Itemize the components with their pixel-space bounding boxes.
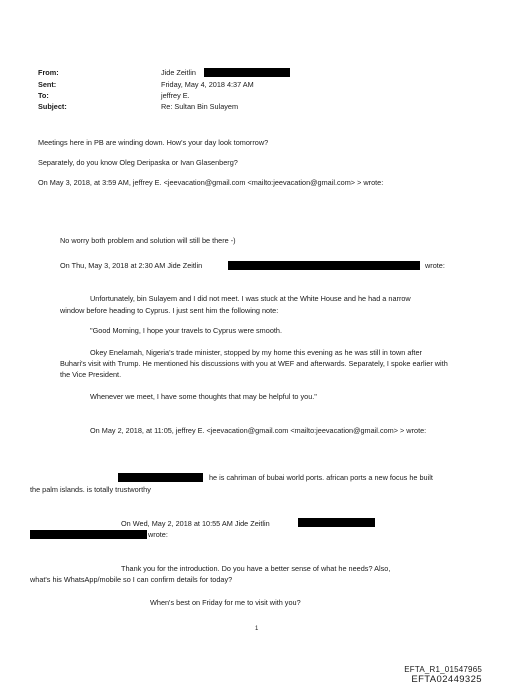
to-label: To: bbox=[38, 91, 49, 100]
quote-header: On May 3, 2018, at 3:59 AM, jeffrey E. <jeevacation@gmail.com <mailto:jeevacation@gmail.com> > wrote: bbox=[38, 178, 384, 187]
body-line: Meetings here in PB are winding down. How's your day look tomorrow? bbox=[38, 138, 269, 147]
quote-header-wrote: wrote: bbox=[425, 261, 445, 270]
quote-header-wrote: wrote: bbox=[148, 530, 168, 539]
sent-value: Friday, May 4, 2018 4:37 AM bbox=[161, 80, 254, 89]
quote-header: On Wed, May 2, 2018 at 10:55 AM Jide Zeitlin bbox=[121, 519, 270, 528]
to-value: jeffrey E. bbox=[161, 91, 190, 100]
from-label: From: bbox=[38, 68, 59, 77]
subject-label: Subject: bbox=[38, 102, 67, 111]
body-line: Separately, do you know Oleg Deripaska or Ivan Glasenberg? bbox=[38, 158, 238, 167]
quote-header: On Thu, May 3, 2018 at 2:30 AM Jide Zeitlin bbox=[60, 261, 203, 270]
body-line: "Good Morning, I hope your travels to Cyprus were smooth. bbox=[90, 326, 282, 335]
body-line: Whenever we meet, I have some thoughts that may be helpful to you." bbox=[90, 392, 317, 401]
document-id: EFTA_R1_01547965 bbox=[404, 665, 482, 674]
body-line: Thank you for the introduction. Do you have a better sense of what he needs? Also, bbox=[121, 564, 391, 573]
body-line: he is cahriman of bubai world ports. african ports a new focus he built bbox=[209, 473, 433, 482]
quote-header: On May 2, 2018, at 11:05, jeffrey E. <jeevacation@gmail.com <mailto:jeevacation@gmail.com> > wrote: bbox=[90, 426, 427, 435]
from-value: Jide Zeitlin bbox=[161, 68, 196, 77]
redaction-bar bbox=[204, 68, 290, 77]
subject-value: Re: Sultan Bin Sulayem bbox=[161, 102, 239, 111]
redaction-bar bbox=[228, 261, 420, 270]
page-number: 1 bbox=[255, 626, 259, 632]
body-line: the palm islands. is totally trustworthy bbox=[30, 485, 151, 494]
efta-id: EFTA02449325 bbox=[411, 674, 482, 685]
redaction-bar bbox=[118, 473, 203, 482]
body-line: Unfortunately, bin Sulayem and I did not meet. I was stuck at the White House and he had a narrow bbox=[90, 294, 411, 303]
body-line: Okey Enelamah, Nigeria's trade minister, stopped by my home this evening as he was still in town after bbox=[90, 348, 422, 357]
redaction-bar bbox=[30, 530, 147, 539]
body-line: No worry both problem and solution will still be there -) bbox=[60, 236, 236, 245]
body-line: Buhari's visit with Trump. He mentioned his discussions with you at WEF and afterwards. Separately, I spoke earlier with bbox=[60, 359, 448, 368]
body-line: what's his WhatsApp/mobile so I can confirm details for today? bbox=[30, 575, 233, 584]
body-line: window before heading to Cyprus. I just sent him the following note: bbox=[60, 306, 279, 315]
body-line: the Vice President. bbox=[60, 370, 122, 379]
redaction-bar bbox=[298, 518, 375, 527]
sent-label: Sent: bbox=[38, 80, 57, 89]
body-line: When's best on Friday for me to visit with you? bbox=[150, 598, 301, 607]
